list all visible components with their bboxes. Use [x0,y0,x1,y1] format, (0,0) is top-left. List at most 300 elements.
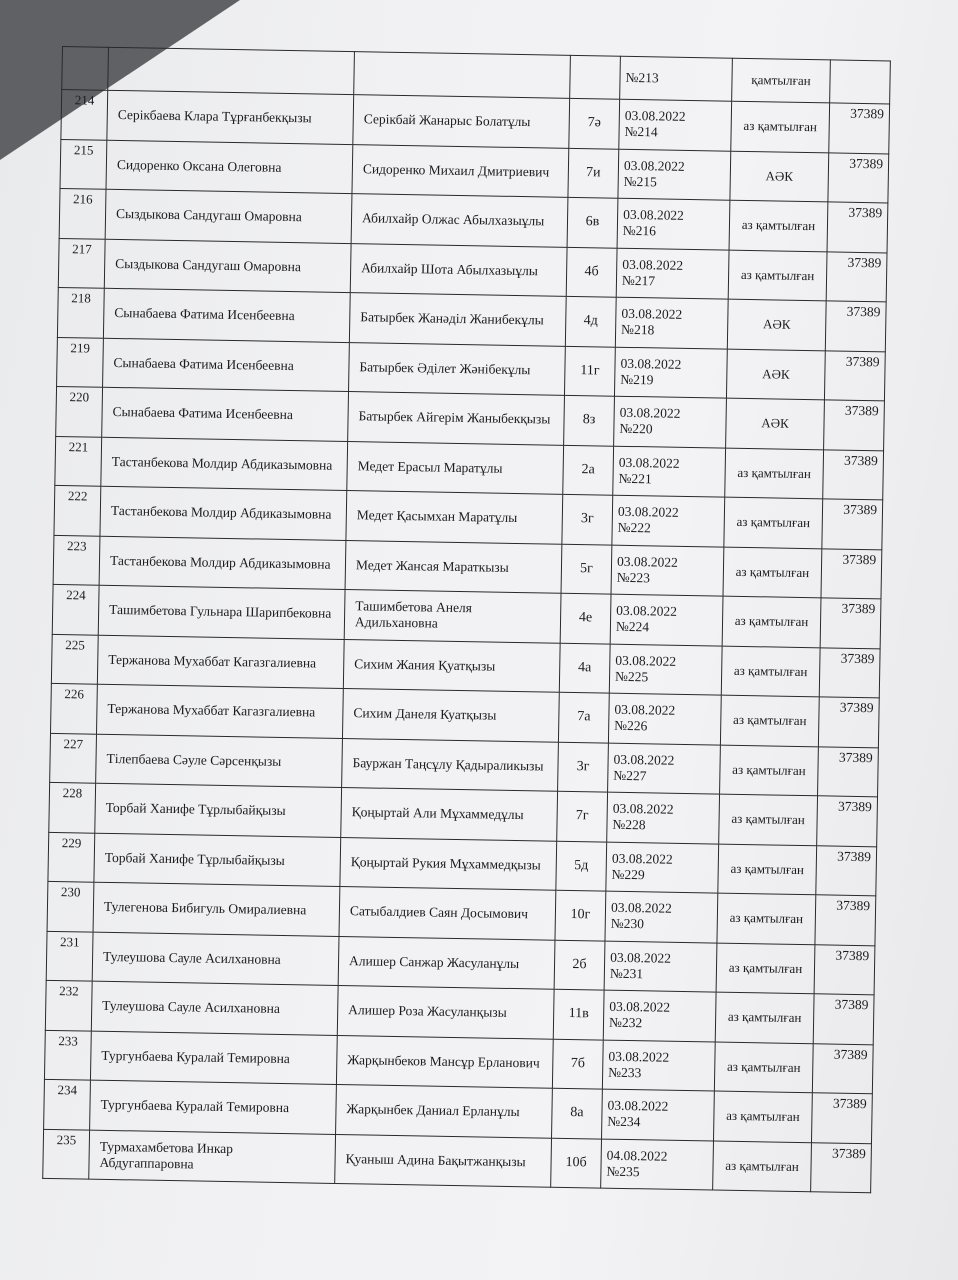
beneficiary-table [42,46,891,1193]
order-date: 03.08.2022 [622,256,684,273]
child-name [341,787,558,840]
status-cell [713,1091,812,1142]
class-cell [552,1039,603,1089]
class-text: 7ә [587,115,601,131]
class-text: 10б [565,1154,587,1171]
code-text: 37389 [832,1095,867,1112]
child-name-text: Қуаныш Адина Бақытжанқызы [345,1150,526,1170]
order-number: №213 [625,69,659,86]
row-number [47,881,94,931]
order-cell [604,941,717,992]
status-text: АӘК [761,415,789,431]
parent-name-text: Торбай Ханифе Тұрлыбайқызы [104,849,285,868]
order-cell [610,594,723,645]
order-cell [620,56,733,101]
code-cell [817,796,878,847]
parent-name [94,833,341,887]
row-number-text: 233 [58,1032,79,1048]
child-name [348,392,565,445]
class-cell [552,1088,603,1138]
parent-name [90,1080,337,1134]
status-text: аз қамтылған [736,514,811,531]
status-text: аз қамтылған [729,910,804,927]
code-text: 37389 [848,204,883,221]
child-name [350,243,567,296]
class-cell [570,55,621,99]
child-name-text: Қоңыртай Рукия Мұхаммедқызы [350,853,541,873]
child-name-text: Сатыбалдиев Саян Досымович [349,903,529,922]
parent-name-text: Сидоренко Оксана Олеговна [116,156,282,175]
status-cell [717,893,816,944]
child-name [353,95,570,148]
code-cell [818,697,879,748]
row-number-text: 223 [66,537,87,554]
class-cell [562,494,613,544]
class-text: 3г [580,511,594,527]
code-text: 37389 [837,848,872,864]
code-cell [822,499,883,550]
child-name [342,689,559,742]
child-name-text: Батырбек Айгерім Жаныбекқызы [358,408,551,427]
parent-name-text: Сынабаева Фатима Исенбеевна [114,305,295,324]
order-number: №226 [614,717,648,734]
order-cell [607,792,720,843]
status-cell [714,1042,813,1093]
row-number-text: 221 [68,438,89,455]
row-number-text: 214 [74,92,95,108]
code-cell [823,449,884,500]
code-cell [820,598,881,649]
order-cell [608,743,721,794]
child-name-text: Сидоренко Михаил Дмитриевич [362,161,550,180]
class-cell [567,197,618,247]
child-name-text: Батырбек Жанәділ Жанибекұлы [360,309,544,328]
parent-name [91,981,338,1035]
order-date: 03.08.2022 [608,1048,670,1065]
row-number [48,832,95,882]
status-cell [732,58,831,103]
row-number-text: 220 [69,389,90,405]
class-text: 7г [575,808,589,824]
code-cell [811,1093,872,1144]
parent-name [89,1130,336,1184]
order-number: №227 [613,767,647,784]
parent-name [97,635,344,689]
order-date: 03.08.2022 [614,701,676,719]
class-cell [566,247,617,297]
order-cell [612,495,725,546]
row-number [44,1030,91,1080]
row-number-text: 216 [72,191,93,207]
parent-name [100,486,347,540]
row-number-text: 227 [63,735,84,751]
order-date: 03.08.2022 [615,652,677,669]
class-cell [559,643,610,693]
status-cell [729,200,828,251]
status-cell [727,299,826,350]
row-number-text: 230 [60,884,81,900]
order-date: 03.08.2022 [613,751,675,768]
code-cell [821,548,882,599]
parent-name [90,1031,337,1085]
code-cell [827,202,888,253]
status-cell [728,250,827,301]
class-text: 11г [580,362,600,379]
code-text: 37389 [838,749,873,765]
child-name [339,886,556,939]
class-text: 4е [578,610,593,626]
status-cell [725,448,824,499]
child-name-text: Батырбек Әділет Жәнібекұлы [359,358,531,377]
row-number-text: 226 [64,686,85,702]
row-number [56,386,103,436]
row-number [44,1079,91,1129]
order-date: 03.08.2022 [623,157,685,174]
order-number: №224 [615,619,650,635]
order-number: №229 [611,866,645,883]
status-cell [730,151,829,202]
row-number-text: 234 [57,1082,78,1098]
order-cell [602,1089,715,1140]
status-text: аз қамтылған [732,712,807,729]
child-name-text: Медет Жансая Мараткызы [355,556,509,575]
parent-name-text: Тержанова Мухаббат Кагазгалиевна [108,651,317,671]
order-number: №233 [608,1064,642,1081]
code-text: 37389 [843,501,878,518]
row-number [43,1129,90,1179]
row-number [51,634,98,684]
parent-name [106,140,353,194]
class-text: 2а [581,461,595,478]
status-text: аз қамтылған [730,860,805,877]
row-number-text: 235 [56,1131,77,1147]
class-cell [558,742,609,792]
parent-name-text: Тургунбаева Куралай Темировна [101,1047,291,1066]
order-number: №235 [606,1163,640,1180]
code-text: 37389 [835,947,870,963]
code-text: 37389 [831,1145,866,1161]
class-text: 7б [570,1055,586,1072]
code-cell [819,647,880,698]
code-text: 37389 [839,699,874,716]
class-cell [564,395,615,445]
parent-name [103,288,350,342]
row-number-text: 222 [67,488,88,504]
order-date: 03.08.2022 [610,949,672,966]
child-name-text: Жарқынбеков Мансұр Ерланович [347,1051,540,1071]
class-cell [564,346,615,396]
status-cell [715,992,814,1043]
status-text: АӘК [762,316,791,333]
parent-name-text: Сыздыкова Сандугаш Омаровна [115,206,302,225]
code-text: 37389 [841,600,876,617]
order-cell [605,891,718,942]
order-cell [609,644,722,695]
status-cell [726,398,825,449]
class-text: 4б [584,263,599,280]
status-text: аз қамтылған [741,217,816,234]
order-cell [616,248,729,299]
order-date: 03.08.2022 [610,899,672,917]
child-name-text: Абилхайр Шота Абылхазыұлы [361,260,538,279]
status-text: аз қамтылған [733,662,808,679]
order-number: №223 [616,569,651,586]
child-name-text: Алишер Роза Жасуланқызы [348,1002,507,1021]
parent-name [96,734,343,788]
row-number [59,188,106,238]
class-cell [563,445,614,495]
order-date: 03.08.2022 [616,603,678,620]
parent-name-text: Тулеушова Сауле Асилхановна [102,948,281,967]
class-text: 8а [570,1105,584,1121]
status-text: аз қамтылған [726,1058,801,1075]
class-text: 2б [572,956,587,973]
child-name [335,1134,552,1187]
parent-name-text: Тастанбекова Молдир Абдиказымовна [111,453,333,473]
order-number: №218 [621,322,655,338]
child-name-text: Жарқынбек Даниал Ерланұлы [346,1101,520,1120]
order-date: 03.08.2022 [609,998,671,1016]
status-text: аз қамтылған [734,613,809,630]
code-text: 37389 [849,155,884,171]
status-text: аз қамтылған [727,1009,802,1026]
row-number [51,683,98,733]
parent-name [104,239,351,293]
order-cell [606,842,719,893]
class-cell [561,544,612,594]
order-cell [602,1040,715,1091]
row-number [45,980,92,1030]
child-name-text: Абилхайр Олжас Абылхазыұлы [361,210,545,229]
class-cell [556,841,607,891]
order-date: 03.08.2022 [611,850,673,867]
code-cell [812,1043,873,1094]
status-text: аз қамтылған [743,118,818,135]
code-cell [818,746,879,797]
parent-name [98,585,345,639]
row-number [61,90,108,140]
status-cell [724,497,823,548]
class-text: 3г [576,758,590,775]
row-number [58,238,105,288]
row-number [50,733,97,783]
order-number: №222 [617,520,651,536]
order-number: №232 [608,1014,643,1031]
row-number [49,782,96,832]
code-cell [816,845,877,896]
order-number: №230 [610,915,645,932]
status-text: аз қамтылған [737,464,812,481]
class-text: 11в [568,1006,589,1022]
status-text: АӘК [762,366,790,382]
class-text: 4а [577,659,592,676]
row-number-text: 228 [62,785,83,801]
parent-name-text: Турмахамбетова Инкар Абдугаппаровна [99,1138,234,1172]
child-name [342,738,559,791]
status-cell [720,695,819,746]
status-cell [718,844,817,895]
row-number-text: 224 [66,587,86,603]
class-text: 7и [585,164,601,181]
order-date: 03.08.2022 [618,454,680,471]
order-cell [601,1139,714,1190]
document-sheet [42,46,932,1194]
parent-name-text: Серікбаева Клара Тұрғанбекқызы [117,107,312,126]
status-text: аз қамтылған [732,761,806,778]
order-number: №231 [609,965,644,982]
status-text: аз қамтылған [735,563,810,580]
parent-name-text: Тастанбекова Молдир Абдиказымовна [109,552,331,572]
status-text: аз қамтылған [726,1108,800,1125]
class-cell [558,692,609,742]
code-text: 37389 [844,402,879,419]
status-cell [713,1141,812,1192]
class-cell [568,148,619,198]
code-cell [815,895,876,946]
class-cell [555,890,606,940]
order-number: №214 [624,124,658,140]
parent-name [102,387,349,441]
code-text: 37389 [836,897,871,914]
order-date: 03.08.2022 [623,207,685,224]
status-text: аз қамтылған [725,1157,799,1174]
code-cell [829,103,890,154]
status-text: аз қамтылған [731,811,805,828]
code-cell [826,251,887,302]
status-cell [720,745,819,796]
child-name-text: Қоңыртай Али Мұхаммедұлы [351,804,524,823]
parent-name-text: Тержанова Мухаббат Кагазгалиевна [107,701,316,720]
child-name-text: Бауржан Таңсұлу Қадыраликызы [352,754,544,774]
order-cell [614,347,727,398]
status-text: қамтылған [751,72,811,89]
parent-name-text: Сынабаева Фатима Исенбеевна [113,354,294,373]
row-number-text: 217 [72,240,92,257]
order-date: 04.08.2022 [606,1147,668,1164]
status-cell [716,943,815,994]
order-number: №225 [614,668,649,685]
code-text: 37389 [833,1046,868,1062]
child-name [336,1035,553,1088]
order-cell [611,545,724,596]
parent-name-text: Ташимбетова Гульнара Шарипбековна [109,602,332,622]
row-number [57,287,104,337]
row-number-text: 229 [61,834,82,850]
row-number-text: 232 [59,983,79,999]
class-text: 6в [585,214,600,230]
order-date: 03.08.2022 [607,1097,669,1114]
row-number-text: 215 [73,141,94,158]
code-text: 37389 [846,303,881,320]
code-text: 37389 [850,105,885,122]
parent-name [107,90,354,144]
status-text: АӘК [765,168,794,184]
child-name-text: Алишер Санжар Жасуланұлы [348,952,520,971]
row-number [53,535,100,585]
order-cell [613,446,726,497]
child-name [349,342,566,395]
code-cell [811,1142,872,1193]
parent-name [105,189,352,243]
parent-name [95,783,342,837]
order-cell [608,693,721,744]
row-number-text: 231 [59,933,80,949]
child-name-text: Медет Ерасыл Маратұлы [357,457,503,476]
parent-name-text: Тастанбекова Молдир Абдиказымовна [110,503,332,523]
child-name [346,491,563,544]
parent-name [103,338,350,392]
row-number [60,139,107,189]
class-cell [569,98,620,148]
class-text: 5д [574,857,589,874]
code-text: 37389 [837,798,872,815]
order-date: 03.08.2022 [624,108,686,125]
status-text: аз қамтылған [728,959,803,976]
code-cell [824,400,885,451]
child-name [352,144,569,197]
class-cell [554,940,605,990]
child-name [344,590,561,643]
status-cell [726,349,825,400]
parent-name [97,684,344,738]
class-text: 10г [570,907,591,923]
code-cell [825,301,886,352]
status-cell [723,547,822,598]
class-text: 8з [582,412,596,428]
class-cell [553,989,604,1039]
order-number: №216 [622,223,657,239]
code-cell [824,350,885,401]
code-text: 37389 [840,650,875,666]
child-name [354,52,571,99]
order-number: №220 [619,421,653,437]
status-cell [722,596,821,647]
parent-name-text: Тулеушова Сауле Асилхановна [102,998,281,1017]
order-cell [615,297,728,348]
parent-name [101,437,348,491]
row-number-text: 225 [65,636,85,652]
parent-name [93,882,340,936]
row-number [46,931,93,981]
order-number: №217 [621,272,656,289]
code-text: 37389 [847,254,882,270]
class-text: 4д [583,313,598,329]
class-cell [560,593,611,643]
order-date: 03.08.2022 [617,504,679,521]
row-number [57,337,104,387]
child-name [337,985,554,1038]
code-cell [830,60,891,104]
order-number: №219 [620,371,654,388]
row-number-text: 219 [70,339,91,356]
parent-name-text: Торбай Ханифе Тұрлыбайқызы [105,800,286,819]
child-name [347,441,564,494]
row-number [52,584,99,634]
code-text: 37389 [842,551,877,567]
order-date: 03.08.2022 [620,355,682,372]
child-name-text: Сихим Данеля Куатқызы [353,705,497,723]
parent-name-text: Сыздыкова Сандугаш Омаровна [115,255,302,274]
order-cell [617,198,730,249]
order-number: №221 [618,470,652,487]
status-text: аз қамтылған [740,266,815,283]
code-cell [828,152,889,203]
order-date: 03.08.2022 [616,553,678,570]
child-name [343,639,560,692]
order-cell [603,990,716,1041]
child-name [338,936,555,989]
code-text: 37389 [834,996,869,1013]
